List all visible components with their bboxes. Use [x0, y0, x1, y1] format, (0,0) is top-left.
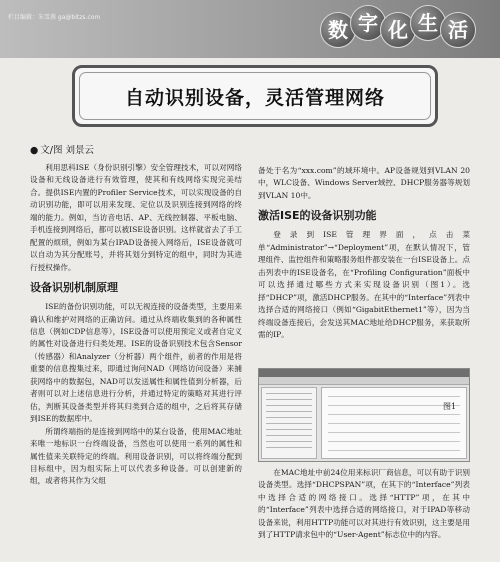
logo-char: 活 — [440, 12, 476, 48]
body-paragraph: 登录到ISE管理界面，点击菜单“Administrator”→“Deployment”项，在默认情况下，管理组件、监控组件和策略服务组件都安装在一台ISE设备上。点击列表中的ISE设备名，在“Profiling Configuration”面板中可以选择通过哪些方式来实现设备识别（图1）。选择“DHCP”项，激活DHCP服务。在其中的“Interface”列表中选择合适的网络接口（例如“GigabitEthernet1”等），因为当终端设备连接后，会发送其MAC地址给DHCP服务，来获取所需的IP。 — [258, 230, 470, 339]
figure-label: 图1 — [443, 402, 457, 411]
right-column-top — [258, 165, 470, 341]
body-paragraph: 所谓终端指的是连接到网络中的某台设备，使用MAC地址来唯一地标识一台终端设备，当然也可以使用一系列的属性和属性值来关联特定的终端。利用设备识别，可以将终端分配到目标组中，因为组实际上可以代表多种设备。可以创建新的组，或者将其作为父组 — [30, 426, 242, 486]
byline-bullet: ● — [30, 145, 39, 156]
section-logo — [320, 4, 480, 48]
left-column — [30, 162, 242, 488]
figure-1-screenshot — [258, 368, 470, 462]
right-column-bottom — [258, 467, 470, 542]
figure-window-menubar — [259, 377, 469, 385]
logo-char: 字 — [350, 5, 386, 41]
byline-text: 文/图 刘景云 — [40, 145, 95, 156]
logo-char: 化 — [380, 12, 416, 48]
logo-char: 生 — [410, 5, 446, 41]
logo-char: 数 — [320, 12, 356, 48]
figure-window-sidebar — [261, 387, 317, 459]
figure-window-titlebar — [259, 369, 469, 377]
body-paragraph: 在MAC地址中前24位用来标识厂商信息，可以有助于识别设备类型。选择“DHCPSPAN”项，在其下的“Interface”列表中选择合适的网络接口。选择“HTTP”项，在其中的“Interface”列表中选择合适的网络接口，对于IPAD等移动设备来说，利用HTTP功能可以对其进行有效识别，这主要是用到了HTTP请求包中的“User-Agent”标志位中的内容。 — [258, 468, 470, 540]
section-heading: 设备识别机制原理 — [30, 281, 118, 295]
body-paragraph: ISE的备份识别功能，可以无视连接的设备类型，主要用来确认和维护对网络的正确访问。通过从终端收集到的各种属性信息（例如CDP信息等），ISE设备可以使用预定义或者自定义的属性对设备进行归类处理。ISE的设备识别技术包含Sensor（传感器）和Analyzer（分析器）两个组件，前者的作用是将重要的信息搜集过来，即通过询问NAD（网络访问设备）来捕获网络中的数据包，NAD可以发送属性和属性值到分析器，后者则可以对上述信息进行分析，并通过特定的策略对其进行评估，判断其设备类型并将其归类到合适的组中，之后将其存储到ISE的数据库中。 — [30, 302, 242, 424]
byline — [30, 142, 94, 156]
article-title: 自动识别设备，灵活管理网络 — [124, 86, 385, 109]
body-paragraph: 备处于名为“xxx.com”的域环境中。AP设备规划到VLAN 20中，WLC设备、Windows Server域控、DHCP服务器等规划到VLAN 10中。 — [258, 166, 470, 200]
intro-paragraph: 利用思科ISE（身份识别引擎）安全管理技术，可以对网络设备和无线设备进行有效管理，使其和有线网络实现完美结合。提供ISE内置的Profiler Service技术，可以实现设备的自动识别功能，即可以用来发现、定位以及识别连接到网络的终端的能力。例如，当访音电话、AP、无线控制器、平板电脑、手机连接到网络后，都可以被ISE设备识别。这样就省去了手工配置的烦琐，例如为某台IPAD设备接入网络后，ISE设备就可以自动为其分配账号，并将其划分到特定的组中，同时为其进行授权操作。 — [30, 163, 242, 272]
figure-window-panel — [321, 387, 467, 459]
article-title-banner — [72, 65, 438, 127]
column-editor-info: 栏目编辑：朱雪燕 ga@bitzs.com — [8, 14, 101, 21]
section-heading: 激活ISE的设备识别功能 — [258, 209, 377, 223]
